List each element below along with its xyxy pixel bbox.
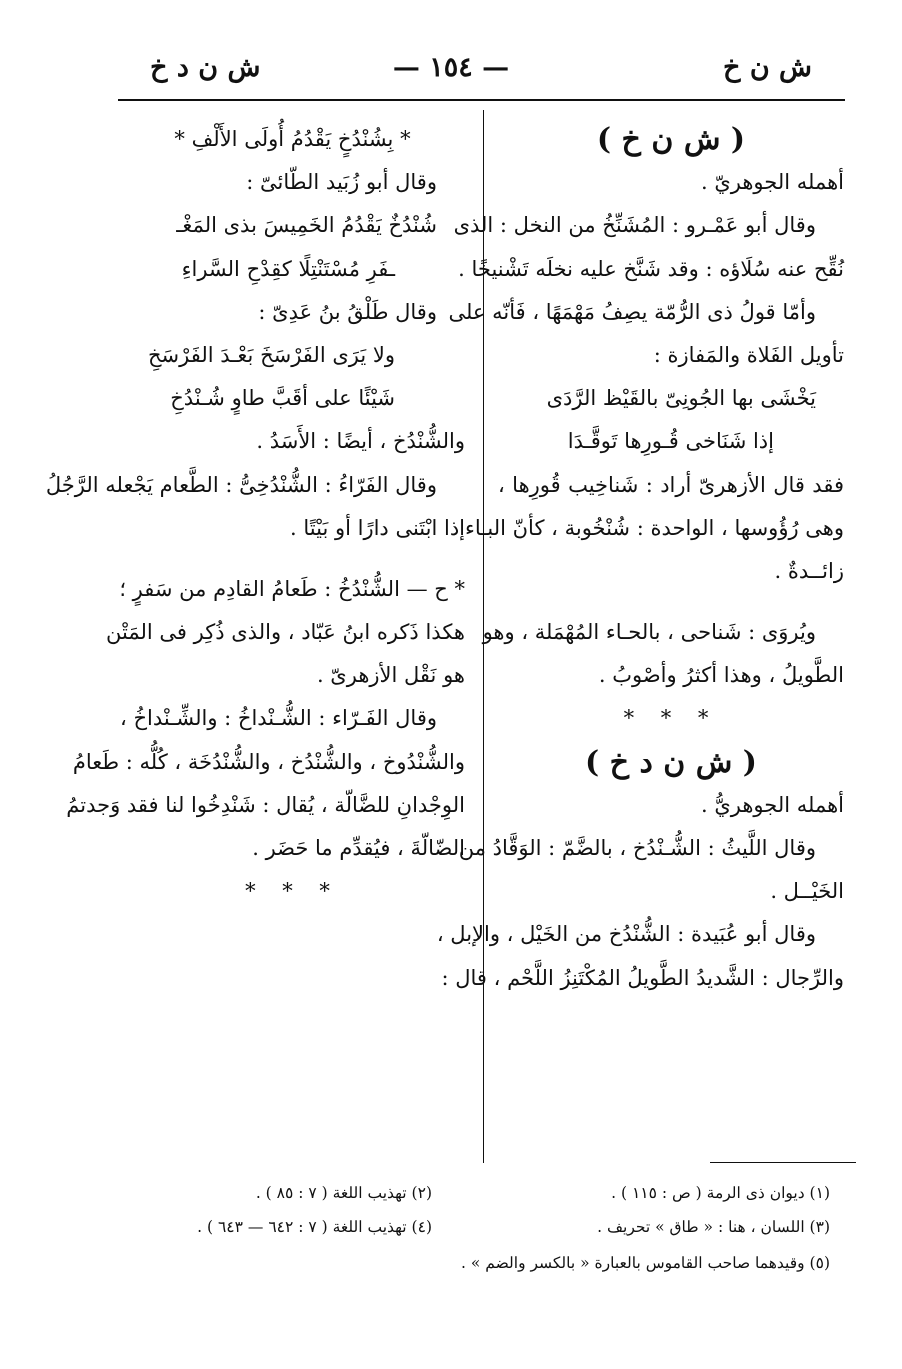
text-line: والشُّنْدُوخ ، والشُّنْدُخ ، والشُّنْدُخَة ، كُلُّه : طَعامُ (72, 749, 465, 774)
header-root-left: ش ن د خ (150, 52, 261, 83)
text-line: أهمله الجوهريُّ . (700, 792, 844, 817)
text-line: زائــدةٌ . (774, 558, 844, 583)
text-line: الطَّويلُ ، وهذا أكثرُ وأصْوبُ . (598, 663, 844, 688)
footnote-1: (١) ديوان ذى الرمة ( ص : ١١٥ ) . (611, 1184, 830, 1202)
entry-heading: ( ش ن د خ ) (585, 744, 757, 780)
text-line: تأويل الفَلاة والمَفازة : (653, 342, 844, 367)
text-line: * * * (623, 706, 719, 731)
text-line: إذا شَنَاخى قُـورِها تَوقَّـدَا (567, 429, 774, 454)
text-line: الوِجْدانِ للضَّالّة ، يُقال : شَنْدِخُوا لنا فقد وَجدتمُ (66, 792, 465, 817)
text-line: هكذا ذَكره ابنُ عَبّاد ، والذى ذُكِر فى المَتْن (106, 620, 465, 645)
text-line: * ح — الشُّنْدُخُ : طَعامُ القادِم من سَفرٍ ؛ (119, 576, 465, 601)
text-line: أهمله الجوهريّ . (700, 170, 844, 195)
text-line: وقال أبو عَمْـرو : المُشَنِّخُ من النخل : الذى (453, 213, 816, 238)
footnote-5: (٥) وقيدهما صاحب القاموس بالعبارة « بالكسر والضم » . (461, 1254, 830, 1272)
header-rule (118, 99, 845, 101)
text-line: وأمّا قولُ ذى الرُّمّة يصِفُ مَهْمَهًا ، فَأنّه على (448, 299, 816, 324)
text-line: فقد قال الأزهرىّ أراد : شَناخِيب قُورِها ، (498, 472, 844, 497)
text-line: وقال طَلْقُ بنُ عَدِىّ : (258, 299, 437, 324)
text-line: هو نَقْل الأزهرىّ . (316, 663, 465, 688)
text-line (120, 550, 465, 568)
text-line: * بِشُنْدُخٍ يَقْدُمُ أُولَى الأَلْفِ * (174, 127, 411, 151)
right-column (436, 118, 844, 1000)
text-line (498, 593, 844, 611)
text-line: ـفَرِ مُسْتَنْتِلًا كقِدْحِ السَّراءِ (181, 256, 395, 281)
footnote-rule (710, 1162, 856, 1163)
text-line: والرِّجال : الشَّديدُ الطَّويلُ المُكْتَنِزُ اللَّحْم ، قال : (441, 965, 844, 990)
text-line: الخَيْــل . (770, 879, 844, 904)
text-line: والشُّنْدُخ ، أيضًا : الأَسَدُ . (256, 429, 465, 454)
text-line: * * * (245, 879, 340, 904)
text-line: نُقِّح عنه سُلَاؤه : وقد شَنَّخ عليه نخلَه تَشْنيخًا . (458, 256, 844, 281)
text-line: ويُروَى : شَناحى ، بالحـاء المُهْمَلة ، وهو (482, 620, 816, 645)
text-line: وهى رُؤُوسها ، الواحدة : شُنْخُوبة ، كأنّ البـاء (464, 515, 844, 540)
text-line: يَخْشَى بها الجُونِىّ بالقَيْظ الرَّدَى (546, 386, 816, 411)
footnote-2: (٢) تهذيب اللغة ( ٧ : ٨٥ ) . (255, 1184, 432, 1202)
text-line: ولا يَرَى الفَرْسَخَ بَعْـدَ الفَرْسَخِ (147, 342, 395, 367)
left-column (45, 118, 465, 913)
text-line: الضّالّةَ ، فيُقدِّم ما حَضَر . (252, 836, 465, 860)
header-root-right: ش ن خ (722, 52, 812, 83)
text-line: وقال أبو عُبَيدة : الشُّنْدُخ من الخَيْل ، والإبل ، (436, 922, 816, 947)
text-line: شُنْدُخٌ يَقْدُمُ الخَمِيسَ بذى المَغْـ (176, 213, 437, 238)
text-line: وقال أبو زُبَيد الطّائىّ : (246, 170, 437, 195)
entry-heading: ( ش ن خ ) (596, 122, 746, 157)
column-divider (483, 110, 484, 1163)
text-line: وقال الفَرّاءُ : الشُّنْدُخِىُّ : الطَّعام يَجْعله الرَّجُلُ (45, 472, 437, 497)
footnote-3: (٣) اللسان ، هنا : « طاق » تحريف . (597, 1218, 830, 1236)
text-line: وقال الفَـرّاء : الشُّـنْداخُ : والشِّـنْداخُ ، (120, 706, 437, 731)
text-line: وقال اللَّيثُ : الشُّـنْدُخ ، بالضَّمّ : الوَقَّادُ من (458, 836, 816, 860)
text-line: إذا ابْتَنى دارًا أو بَيْتًا . (290, 515, 465, 540)
page-number: — ١٥٤ — (392, 52, 510, 83)
text-line: شَيْئًا على أقَبَّ طاوٍ شُـنْدُخِ (170, 386, 395, 411)
footnote-4: (٤) تهذيب اللغة ( ٧ : ٦٤٢ — ٦٤٣ ) . (197, 1218, 432, 1236)
